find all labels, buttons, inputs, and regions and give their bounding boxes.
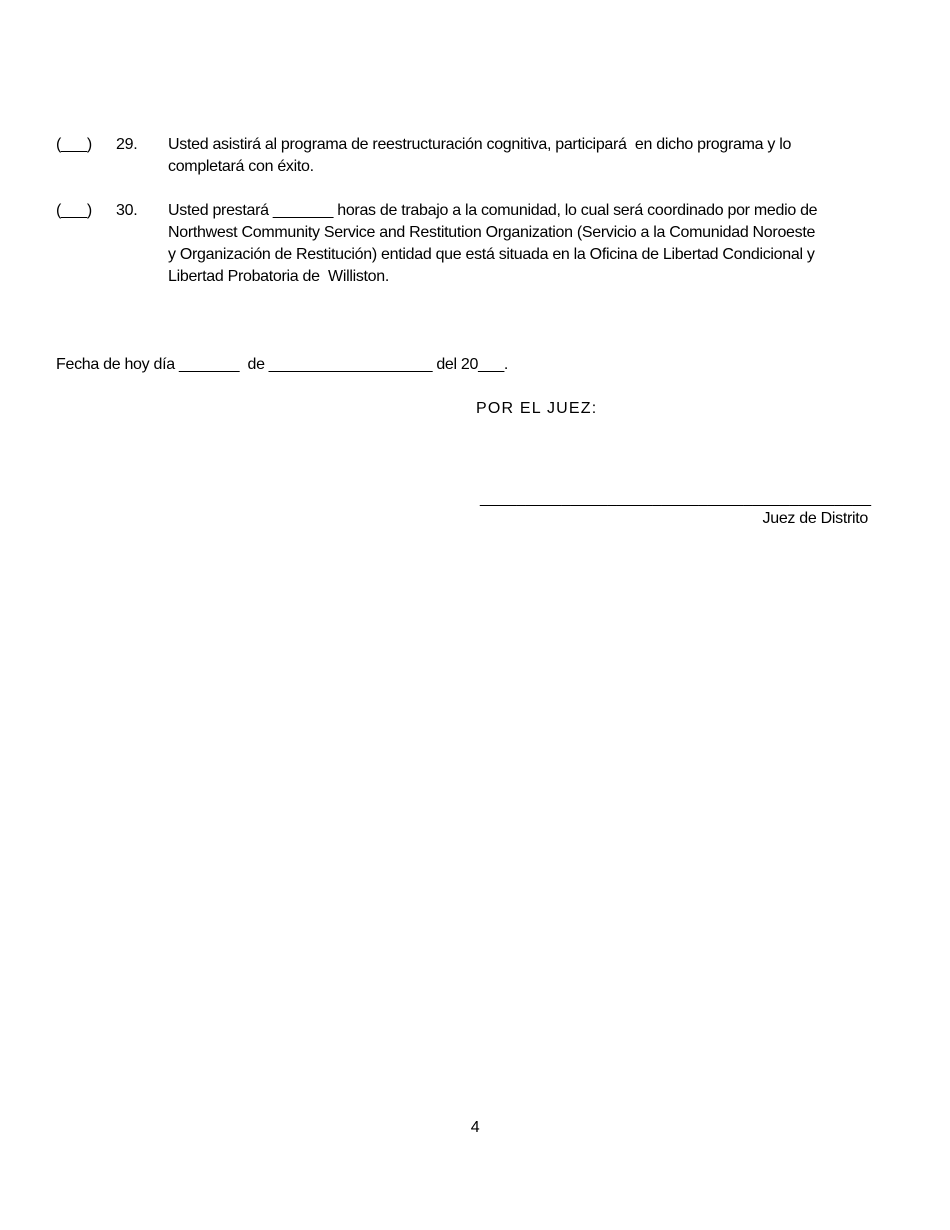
condition-text-line: y Organización de Restitución) entidad que está situada en la Oficina de Libertad Condicional y <box>168 246 815 263</box>
date-line: Fecha de hoy día _______ de ___________________ del 20___. <box>56 356 509 373</box>
condition-text-line: Usted asistirá al programa de reestructuración cognitiva, participará en dicho programa y lo <box>168 136 792 153</box>
signature-line: ___________________________________________ <box>480 490 872 507</box>
condition-item-30 <box>56 200 896 288</box>
condition-text-line: Libertad Probatoria de Williston. <box>168 268 390 285</box>
signature-title: Juez de Distrito <box>762 510 868 527</box>
judge-heading: POR EL JUEZ: <box>476 400 598 417</box>
condition-number: 29. <box>116 136 138 153</box>
condition-text <box>168 200 890 288</box>
condition-checkbox-blank[interactable]: (___) <box>56 136 92 153</box>
condition-text-line: Northwest Community Service and Restitution Organization (Servicio a la Comunidad Noroeste <box>168 224 816 241</box>
condition-item-29 <box>56 134 896 178</box>
condition-text-line: Usted prestará _______ horas de trabajo a la comunidad, lo cual será coordinado por medio de <box>168 202 818 219</box>
condition-text-line: completará con éxito. <box>168 158 314 175</box>
condition-checkbox-blank[interactable]: (___) <box>56 202 92 219</box>
condition-number: 30. <box>116 202 138 219</box>
condition-text <box>168 134 890 178</box>
page-number: 4 <box>470 1119 480 1136</box>
